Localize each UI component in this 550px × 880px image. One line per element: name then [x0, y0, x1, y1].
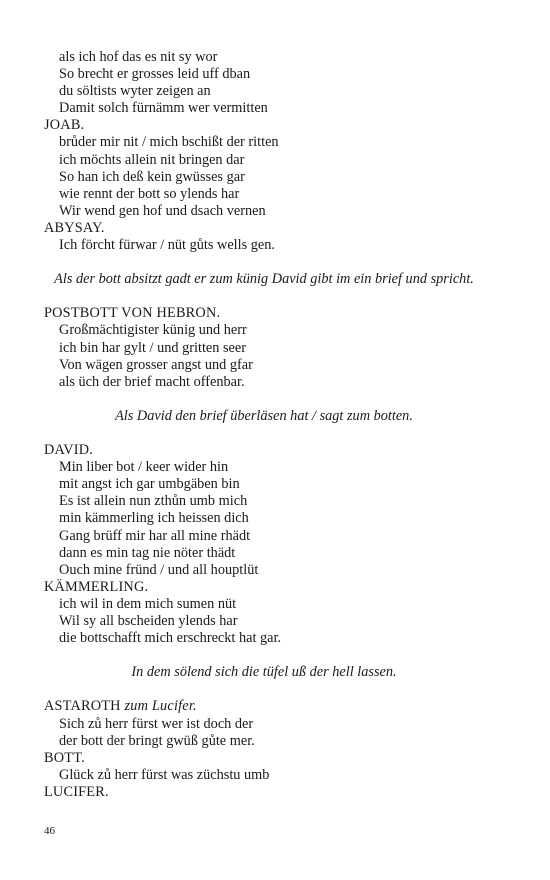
verse-line: mit angst ich gar umbgäben bin	[59, 476, 240, 493]
verse-line: die bottschafft mich erschreckt hat gar.	[59, 630, 282, 647]
verse-line: min kämmerling ich heissen dich	[59, 510, 249, 527]
verse-line: ich wil in dem mich sumen nüt	[59, 595, 237, 612]
verse-line: Es ist allein nun zthůn umb mich	[59, 493, 248, 510]
stage-direction: Als David den brief überläsen hat / sagt zum botten.	[115, 407, 413, 424]
verse-line: ich bin har gylt / und gritten seer	[59, 339, 247, 356]
stage-direction: Als der bott absitzt gadt er zum künig David gibt im ein brief und spricht.	[54, 271, 474, 288]
speaker-kaemmerling: KÄMMERLING.	[44, 578, 149, 595]
spacer	[44, 391, 484, 408]
speaker-bott: BOTT.	[44, 749, 85, 766]
verse-line: Glück zů herr fürst was züchstu umb	[59, 766, 270, 783]
speaker-abysay: ABYSAY.	[44, 219, 105, 236]
verse-line: Min liber bot / keer wider hin	[59, 459, 229, 476]
verse-line: Großmächtigister künig und herr	[59, 322, 247, 339]
verse-line: Von wägen grosser angst und gfar	[59, 356, 253, 373]
speaker-postbott: POSTBOTT VON HEBRON.	[44, 305, 221, 322]
play-text	[44, 49, 484, 801]
speaker-direction: zum Lucifer.	[124, 698, 197, 715]
verse-line: Damit solch fürnämm wer vermitten	[59, 100, 268, 117]
verse-line: Ouch mine fründ / und all houptlüt	[59, 561, 259, 578]
speaker-name: ASTAROTH	[44, 698, 121, 715]
speaker-astaroth	[44, 698, 484, 715]
verse-line: Gang brüff mir har all mine rhädt	[59, 527, 251, 544]
verse-line: So brecht er grosses leid uff dban	[59, 66, 251, 83]
speaker-david: DAVID.	[44, 442, 93, 459]
verse-line: Ich förcht fürwar / nüt gůts wells gen.	[59, 237, 275, 254]
verse-line: Wil sy all bscheiden ylends har	[59, 613, 238, 629]
speaker-joab: JOAB.	[44, 117, 85, 134]
spacer	[44, 288, 484, 305]
spacer	[44, 681, 484, 698]
spacer	[44, 254, 484, 271]
verse-line: wie rennt der bott so ylends har	[59, 185, 240, 202]
spacer	[44, 425, 484, 442]
verse-line: Wir wend gen hof und dsach vernen	[59, 202, 266, 219]
page-number: 46	[44, 825, 55, 837]
verse-line: brůder mir nit / mich bschißt der ritten	[59, 134, 279, 151]
verse-line: ich möchts allein nit bringen dar	[59, 151, 245, 168]
stage-direction: In dem sölend sich die tüfel uß der hell lassen.	[131, 664, 397, 681]
verse-line: du söltists wyter zeigen an	[59, 83, 211, 100]
speaker-lucifer: LUCIFER.	[44, 783, 109, 800]
spacer	[44, 647, 484, 664]
verse-line: dann es min tag nie nöter thädt	[59, 544, 236, 561]
verse-line: Sich zů herr fürst wer ist doch der	[59, 715, 254, 732]
verse-line: als ich hof das es nit sy wor	[59, 49, 218, 65]
verse-line: So han ich deß kein gwüsses gar	[59, 168, 245, 185]
verse-line: als üch der brief macht offenbar.	[59, 373, 245, 390]
verse-line: der bott der bringt gwüß gůte mer.	[59, 732, 255, 749]
